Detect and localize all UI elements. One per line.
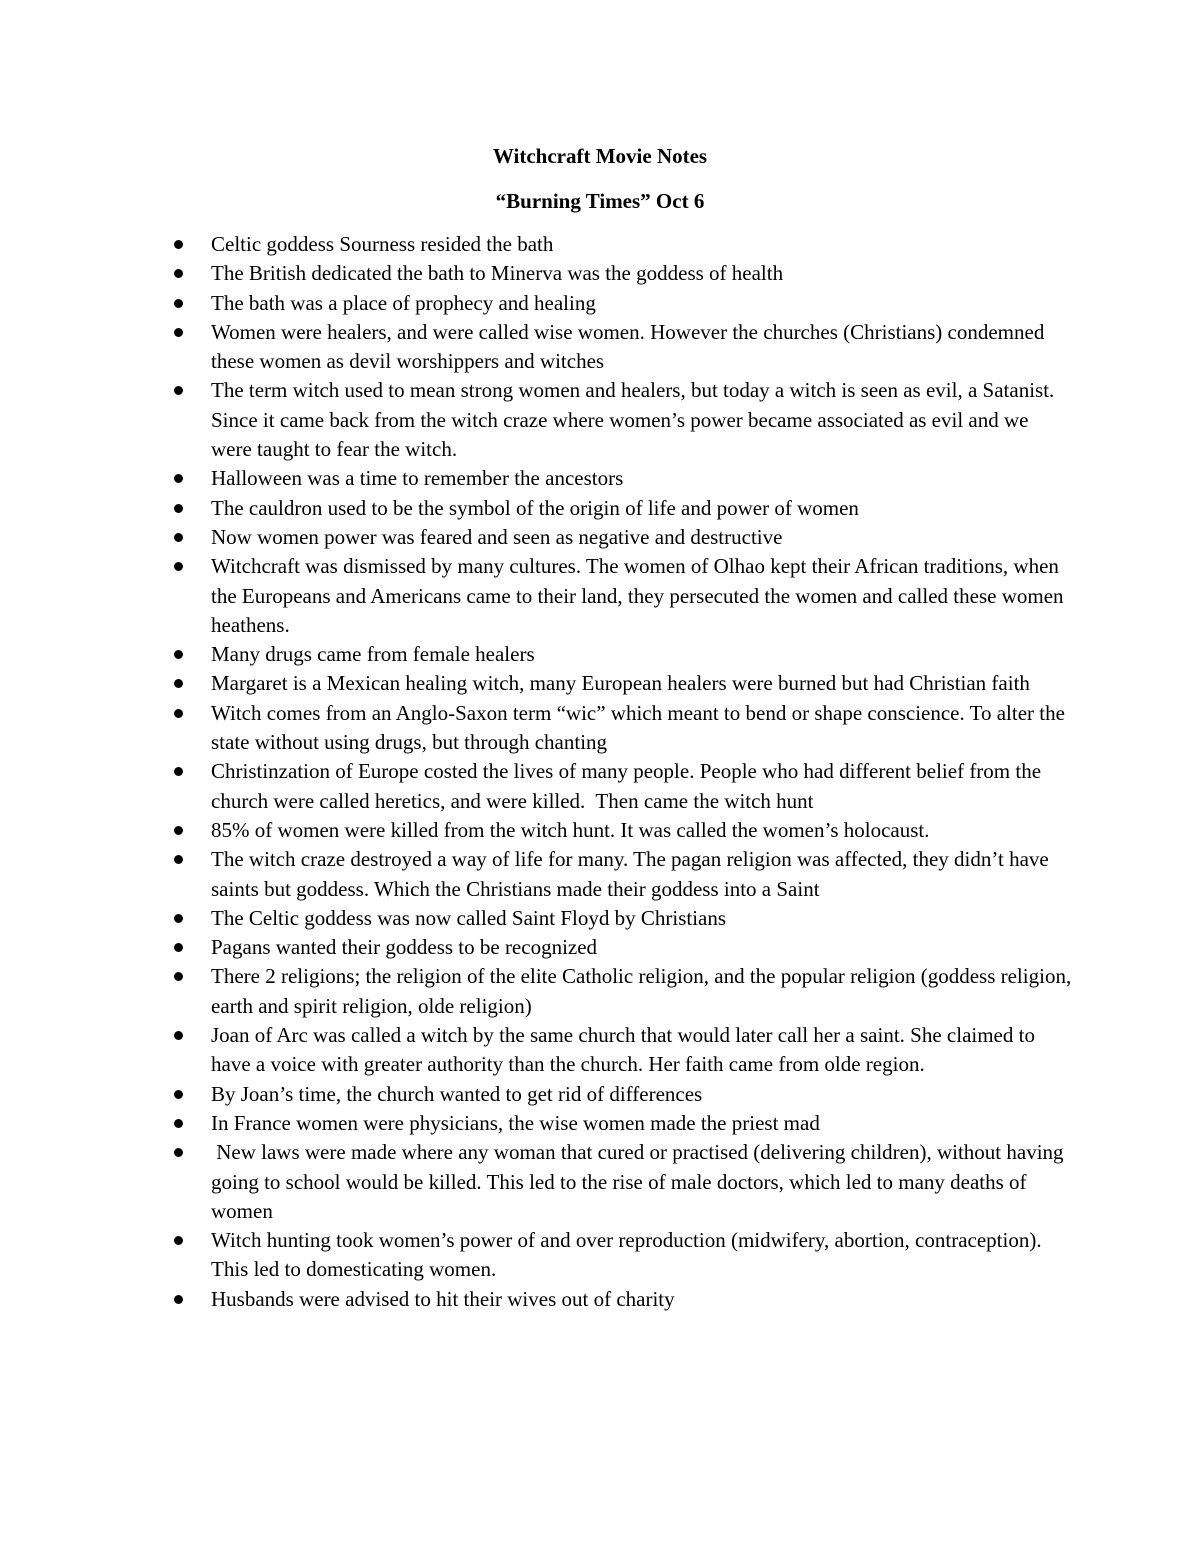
- bullet-icon: [174, 533, 183, 542]
- note-text: The term witch used to mean strong women and healers, but today a witch is seen as evil, a Satanist. Since it came back from the witch craze where women’s power became associated as evil and we were taught to fear the witch.: [211, 378, 1060, 462]
- bullet-icon: [174, 679, 183, 688]
- list-item: [172, 318, 1072, 377]
- list-item: [172, 699, 1072, 758]
- bullet-icon: [174, 709, 183, 718]
- bullet-icon: [174, 299, 183, 308]
- list-item: [172, 230, 1072, 259]
- list-item: [172, 1285, 1072, 1314]
- list-item: [172, 289, 1072, 318]
- bullet-icon: [174, 650, 183, 659]
- document-subtitle: “Burning Times” Oct 6: [495, 189, 705, 213]
- bullet-icon: [174, 1236, 183, 1245]
- list-item: [172, 933, 1072, 962]
- note-text: 85% of women were killed from the witch hunt. It was called the women’s holocaust.: [211, 817, 930, 842]
- note-text: Witch hunting took women’s power of and over reproduction (midwifery, abortion, contraception). This led to domesticating women.: [211, 1228, 1047, 1282]
- bullet-icon: [174, 328, 183, 337]
- list-item: [172, 904, 1072, 933]
- note-text: There 2 religions; the religion of the elite Catholic religion, and the popular religion (goddess religion, earth and spirit religion, olde religion): [211, 964, 1077, 1018]
- note-text: Celtic goddess Sourness resided the bath: [211, 232, 554, 256]
- bullet-icon: [174, 562, 183, 571]
- bullet-icon: [174, 1148, 183, 1157]
- list-item: [172, 640, 1072, 669]
- list-item: [172, 845, 1072, 904]
- note-text: The witch craze destroyed a way of life for many. The pagan religion was affected, they didn’t have saints but goddess. Which the Christians made their goddess into a Saint: [211, 847, 1054, 901]
- note-text: Witch comes from an Anglo-Saxon term “wic” which meant to bend or shape conscience. To alter the state without using drugs, but through chanting: [211, 700, 1071, 755]
- note-text: Witchcraft was dismissed by many cultures. The women of Olhao kept their African traditions, when the Europeans and Americans came to their land, they persecuted the women and called these women heathens.: [211, 554, 1069, 637]
- bullet-icon: [174, 855, 183, 864]
- note-text: Now women power was feared and seen as negative and destructive: [211, 524, 783, 549]
- note-text: In France women were physicians, the wise women made the priest mad: [211, 1110, 820, 1135]
- bullet-icon: [174, 826, 183, 835]
- note-text: The Celtic goddess was now called Saint Floyd by Christians: [211, 905, 727, 930]
- list-item: [172, 962, 1077, 1021]
- list-item: [172, 757, 1072, 816]
- note-text: Margaret is a Mexican healing witch, many European healers were burned but had Christian faith: [211, 671, 1030, 696]
- list-item: [172, 1109, 1072, 1138]
- bullet-icon: [174, 386, 183, 395]
- list-item: [172, 669, 1072, 698]
- note-text: Husbands were advised to hit their wives out of charity: [211, 1286, 675, 1311]
- bullet-icon: [174, 269, 183, 278]
- bullet-icon: [174, 1295, 183, 1304]
- bullet-icon: [174, 767, 183, 776]
- note-text: Pagans wanted their goddess to be recognized: [211, 935, 598, 960]
- note-text: Many drugs came from female healers: [211, 642, 535, 667]
- list-item: [172, 494, 1072, 523]
- list-item: [172, 816, 1072, 845]
- bullet-icon: [174, 504, 183, 513]
- list-item: [172, 1138, 1072, 1226]
- notes-list: [172, 230, 1077, 1314]
- note-text: Women were healers, and were called wise women. However the churches (Christians) condemned these women as devil worshippers and witches: [211, 319, 1050, 374]
- list-item: [172, 1226, 1072, 1285]
- list-item: [172, 523, 1072, 552]
- note-text: New laws were made where any woman that cured or practised (delivering children), without having going to school would be killed. This led to the rise of male doctors, which led to many deaths of women: [211, 1140, 1069, 1223]
- bullet-icon: [174, 1031, 183, 1040]
- list-item: [172, 1080, 1072, 1109]
- bullet-icon: [174, 972, 183, 981]
- bullet-icon: [174, 1090, 183, 1099]
- note-text: Joan of Arc was called a witch by the same church that would later call her a saint. She claimed to have a voice with greater authority than the church. Her faith came from olde region.: [211, 1023, 1041, 1077]
- list-item: [172, 464, 1072, 493]
- bullet-icon: [174, 914, 183, 923]
- list-item: [172, 376, 1072, 464]
- list-item: [172, 259, 1072, 288]
- bullet-icon: [174, 1119, 183, 1128]
- note-text: The bath was a place of prophecy and healing: [211, 290, 596, 315]
- list-item: [172, 1021, 1072, 1080]
- bullet-icon: [174, 474, 183, 483]
- bullet-icon: [174, 240, 183, 249]
- bullet-icon: [174, 943, 183, 952]
- note-text: Christinzation of Europe costed the lives of many people. People who had different belief from the church were called heretics, and were killed. Then came the witch hunt: [211, 759, 1047, 813]
- note-text: The cauldron used to be the symbol of the origin of life and power of women: [211, 495, 859, 520]
- note-text: The British dedicated the bath to Minerva was the goddess of health: [211, 261, 784, 286]
- document-title: Witchcraft Movie Notes: [492, 144, 708, 168]
- list-item: [172, 552, 1072, 640]
- note-text: Halloween was a time to remember the ancestors: [211, 466, 624, 491]
- note-text: By Joan’s time, the church wanted to get rid of differences: [211, 1081, 703, 1106]
